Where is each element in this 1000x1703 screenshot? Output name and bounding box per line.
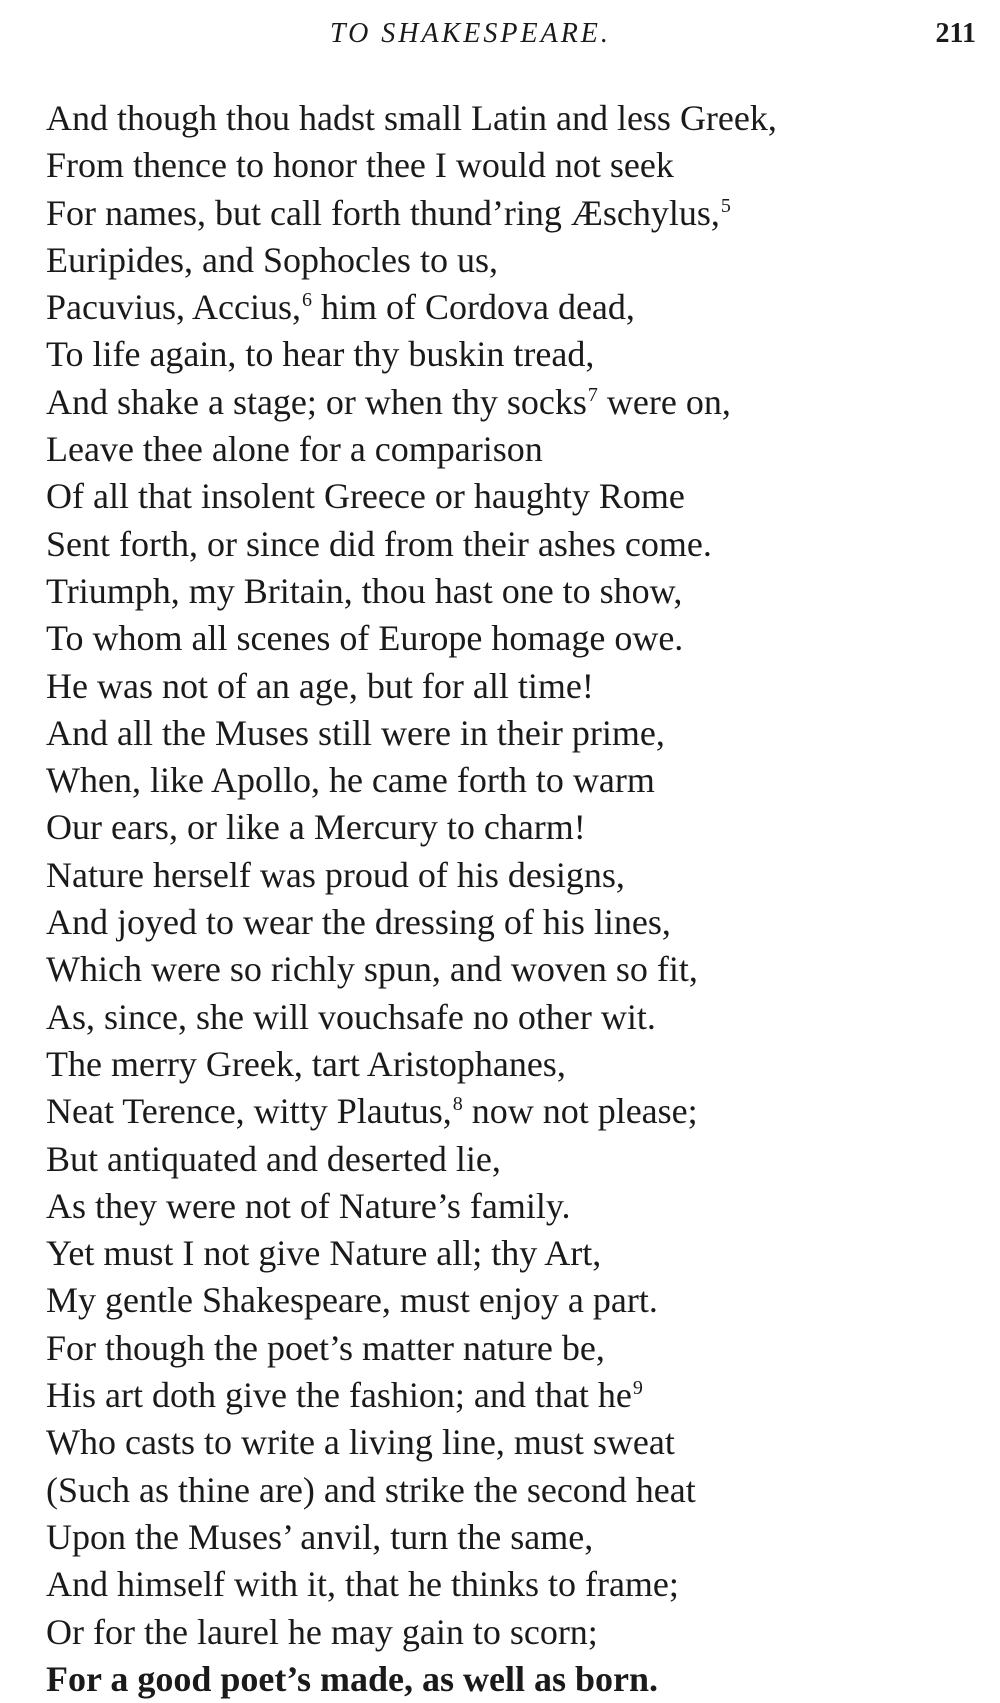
poem-line — [46, 1136, 976, 1183]
poem-line — [46, 1419, 976, 1466]
line-text: For names, but call forth thund’ring Æschylus, — [46, 192, 720, 233]
line-text: He was not of an age, but for all time! — [46, 665, 594, 706]
poem-line — [46, 190, 976, 237]
running-head — [0, 16, 1000, 52]
line-text: Who casts to write a living line, must sweat — [46, 1422, 675, 1463]
poem-line — [46, 237, 976, 284]
line-text-continued: him of Cordova dead, — [311, 287, 635, 328]
line-text: And himself with it, that he thinks to frame; — [46, 1564, 679, 1605]
footnote-marker: 5 — [720, 194, 731, 217]
poem-line — [46, 568, 976, 615]
line-text: Or for the laurel he may gain to scorn; — [46, 1611, 598, 1652]
poem-line — [46, 852, 976, 899]
line-text: Neat Terence, witty Plautus, — [46, 1091, 452, 1132]
poem-line — [46, 757, 976, 804]
line-text: Euripides, and Sophocles to us, — [46, 239, 498, 280]
poem-line — [46, 426, 976, 473]
line-text: Yet must I not give Nature all; thy Art, — [46, 1233, 602, 1274]
line-text: Pacuvius, Accius, — [46, 287, 301, 328]
page-number: 211 — [935, 18, 976, 49]
poem-line — [46, 142, 976, 189]
poem-line — [46, 1609, 976, 1656]
line-text: But antiquated and deserted lie, — [46, 1138, 501, 1179]
line-text: For a good poet’s made, as well as born. — [46, 1658, 658, 1699]
poem-body — [46, 95, 976, 1703]
poem-line — [46, 379, 976, 426]
poem-line — [46, 1230, 976, 1277]
poem-line — [46, 710, 976, 757]
poem-line — [46, 946, 976, 993]
line-text: Of all that insolent Greece or haughty Rome — [46, 476, 685, 517]
line-text: As they were not of Nature’s family. — [46, 1185, 571, 1226]
poem-line — [46, 331, 976, 378]
line-text: For though the poet’s matter nature be, — [46, 1327, 605, 1368]
line-text: Nature herself was proud of his designs, — [46, 854, 625, 895]
footnote-marker: 7 — [587, 383, 598, 406]
footnote-marker: 6 — [301, 289, 312, 312]
poem-line — [46, 1561, 976, 1608]
poem-line — [46, 1372, 976, 1419]
line-text: His art doth give the fashion; and that he — [46, 1375, 632, 1416]
line-text: To whom all scenes of Europe homage owe. — [46, 618, 684, 659]
line-text: And shake a stage; or when thy socks — [46, 381, 587, 422]
poem-line — [46, 1467, 976, 1514]
poem-line — [46, 1183, 976, 1230]
line-text-continued: were on, — [597, 381, 731, 422]
line-text: And all the Muses still were in their prime, — [46, 712, 665, 753]
line-text: When, like Apollo, he came forth to warm — [46, 760, 655, 801]
poem-line — [46, 615, 976, 662]
poem-line — [46, 1277, 976, 1324]
line-text-continued: now not please; — [462, 1091, 698, 1132]
line-text: Which were so richly spun, and woven so fit, — [46, 949, 698, 990]
poem-line — [46, 473, 976, 520]
poem-line — [46, 1656, 976, 1703]
poem-line — [46, 1041, 976, 1088]
poem-line — [46, 284, 976, 331]
line-text: Our ears, or like a Mercury to charm! — [46, 807, 586, 848]
poem-line — [46, 899, 976, 946]
poem-line — [46, 1514, 976, 1561]
line-text: And joyed to wear the dressing of his lines, — [46, 902, 671, 943]
footnote-marker: 9 — [632, 1377, 643, 1400]
line-text: From thence to honor thee I would not seek — [46, 145, 674, 186]
line-text: And though thou hadst small Latin and less Greek, — [46, 98, 777, 138]
line-text: To life again, to hear thy buskin tread, — [46, 334, 595, 375]
poem-line — [46, 95, 976, 142]
poem-line — [46, 1325, 976, 1372]
line-text: Leave thee alone for a comparison — [46, 429, 543, 470]
line-text: (Such as thine are) and strike the second heat — [46, 1469, 696, 1510]
poem-line — [46, 663, 976, 710]
line-text: Sent forth, or since did from their ashes come. — [46, 523, 712, 564]
poem-line — [46, 804, 976, 851]
line-text: As, since, she will vouchsafe no other wit. — [46, 996, 656, 1037]
running-head-title: TO SHAKESPEARE. — [330, 18, 611, 49]
line-text: Upon the Muses’ anvil, turn the same, — [46, 1516, 594, 1557]
line-text: Triumph, my Britain, thou hast one to show, — [46, 570, 683, 611]
poem-line — [46, 521, 976, 568]
line-text: The merry Greek, tart Aristophanes, — [46, 1043, 566, 1084]
footnote-marker: 8 — [452, 1093, 463, 1116]
line-text: My gentle Shakespeare, must enjoy a part. — [46, 1280, 658, 1321]
poem-line — [46, 994, 976, 1041]
poem-line — [46, 1088, 976, 1135]
